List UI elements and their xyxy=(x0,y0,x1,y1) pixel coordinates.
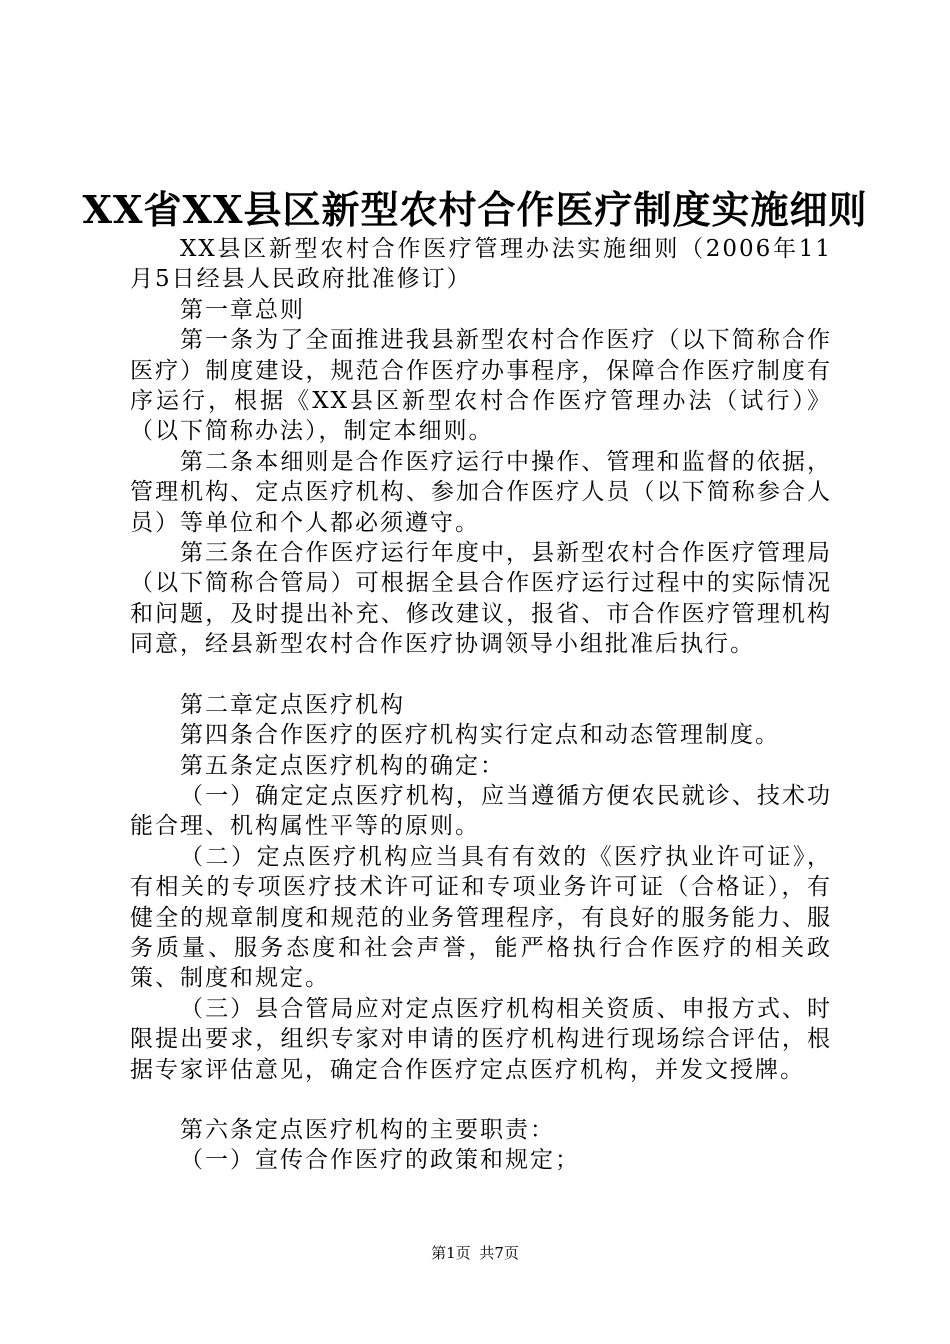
page-total: 共7页 xyxy=(479,1244,519,1262)
clause-paragraph: （一）确定定点医疗机构，应当遵循方便农民就诊、技术功能合理、机构属性平等的原则。 xyxy=(130,782,832,840)
clause-paragraph: （一）宣传合作医疗的政策和规定； xyxy=(180,1147,580,1174)
document-body xyxy=(130,234,832,1176)
article-paragraph: 第一条为了全面推进我县新型农村合作医疗（以下简称合作医疗）制度建设，规范合作医疗办事程序，保障合作医疗制度有序运行，根据《XX县区新型农村合作医疗管理办法（试行）》（以下简称办法），制定本细则。 xyxy=(130,327,832,445)
clause-paragraph: （二）定点医疗机构应当具有有效的《医疗执业许可证》，有相关的专项医疗技术许可证和专项业务许可证（合格证），有健全的规章制度和规范的业务管理程序，有良好的服务能力、服务质量、服务态度和社会声誉，能严格执行合作医疗的相关政策、制度和规定。 xyxy=(130,843,832,992)
document-title: XX省XX县区新型农村合作医疗制度实施细则 xyxy=(82,187,868,232)
article-paragraph: 第三条在合作医疗运行年度中，县新型农村合作医疗管理局（以下简称合管局）可根据全县合作医疗运行过程中的实际情况和问题，及时提出补充、修改建议，报省、市合作医疗管理机构同意，经县新型农村合作医疗协调领导小组批准后执行。 xyxy=(130,540,832,658)
intro-paragraph: XX县区新型农村合作医疗管理办法实施细则（2006年11月5日经县人民政府批准修订） xyxy=(130,236,832,293)
article-paragraph: 第二条本细则是合作医疗运行中操作、管理和监督的依据，管理机构、定点医疗机构、参加合作医疗人员（以下简称参合人员）等单位和个人都必须遵守。 xyxy=(130,448,832,536)
page-number: 第1页 xyxy=(431,1244,471,1262)
clause-paragraph: （三）县合管局应对定点医疗机构相关资质、申报方式、时限提出要求，组织专家对申请的医疗机构进行现场综合评估，根据专家评估意见，确定合作医疗定点医疗机构，并发文授牌。 xyxy=(130,995,832,1083)
paragraph-gap xyxy=(130,1085,832,1115)
paragraph-gap xyxy=(130,660,832,690)
chapter-heading: 第二章定点医疗机构 xyxy=(180,691,405,718)
page-footer xyxy=(0,1243,950,1263)
chapter-heading: 第一章总则 xyxy=(180,296,305,323)
article-paragraph: 第六条定点医疗机构的主要职责： xyxy=(180,1116,555,1143)
article-paragraph: 第四条合作医疗的医疗机构实行定点和动态管理制度。 xyxy=(180,722,780,749)
article-paragraph: 第五条定点医疗机构的确定： xyxy=(180,752,505,779)
